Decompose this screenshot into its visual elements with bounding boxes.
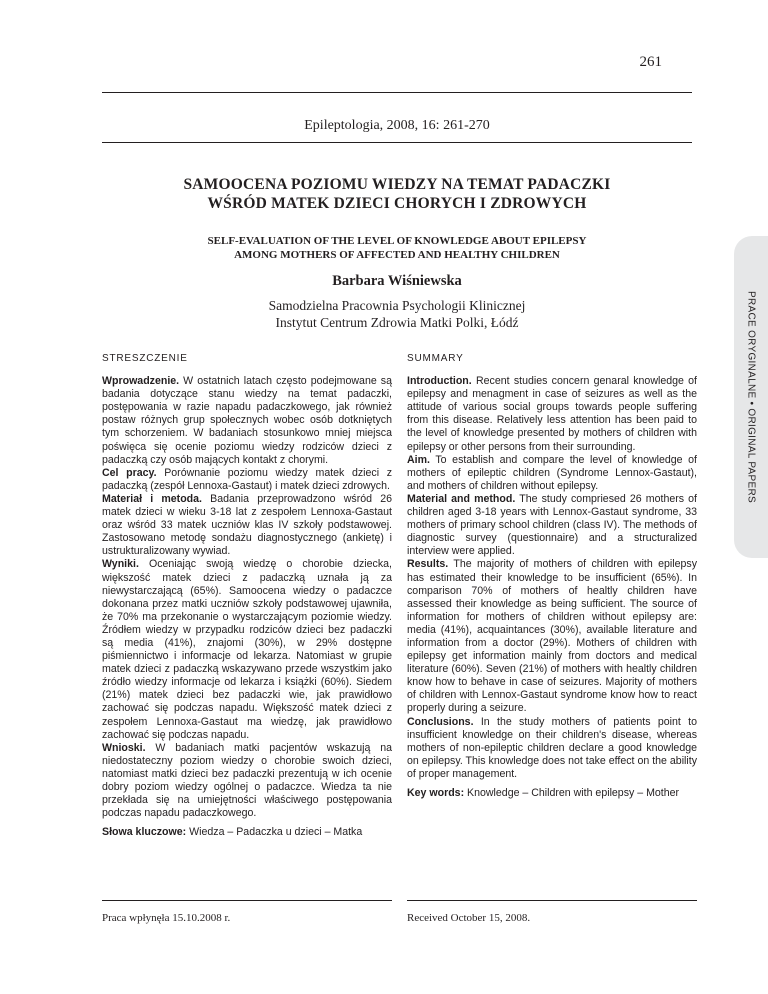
summary-conclusions xyxy=(407,716,697,781)
keywords-label: Słowa kluczowe: xyxy=(102,826,187,839)
method-label: Material and method. xyxy=(407,492,516,505)
summary-heading: SUMMARY xyxy=(407,353,464,364)
intro-label: Wprowadzenie. xyxy=(102,375,180,388)
conclusions-label: Conclusions. xyxy=(407,715,474,728)
method-text: The study compriesed 26 mothers of children aged 3-18 years with Lennox-Gastaut syndrome, 33 mothers of primary school children (class IV). The methods of diagnostic survey (questionnaire) and a structuralized interview were applied. xyxy=(407,492,697,558)
streszczenie-heading: STRESZCZENIE xyxy=(102,353,188,364)
results-text: Oceniając swoją wiedzę o chorobie dziecka, większość matek dzieci z padaczką uznała ją za niewystarczającą (65%). Samoocena wiedzy o padaczce dokonana przez matki uczniów szkoły podstawowej ujawniła, że 70% ma przekonanie o wystarczającym poziomie wiedzy. Źródłem wiedzy w przypadku rodziców dzieci bez padaczki są media (41%), znajomi (30%), w 29% dostępne piśmiennictwo i informacje od lekarza. Natomiast w grupie matek dzieci z padaczką wskazywano przede wszystkim jako źródło wiedzy informacje od lekarza i książki (60%). Siedem (21%) matek dzieci bez padaczki wie, jak prawidłowo zachować się podczas napadu. Większość matek dzieci z zespołem Lennoxa-Gastaut ma wiedzę, jak prawidłowo zachować się podczas napadu. xyxy=(102,558,392,741)
affiliation-line-2: Instytut Centrum Zdrowia Matki Polki, Łódź xyxy=(275,315,519,330)
streszczenie-method xyxy=(102,493,392,558)
title-line-2: WŚRÓD MATEK DZIECI CHORYCH I ZDROWYCH xyxy=(207,195,587,212)
header-rule xyxy=(102,142,692,143)
method-text: Badania przeprowadzono wśród 26 matek dzieci w wieku 3-18 lat z zespołem Lennoxa-Gastaut oraz wśród 33 matek uczniów klas IV szkoły podstawowej. Zastosowano metodę sondażu diagnostycznego (ankietę) i ustrukturalizowany wywiad. xyxy=(102,492,392,558)
results-label: Wyniki. xyxy=(102,558,139,571)
article-subtitle xyxy=(102,234,692,262)
conclusions-text: In the study mothers of patients point to insufficient knowledge on their children's disease, whereas mothers of non-epileptic children declare a good knowledge on epilepsy. This knowledge does not take effect on the ability of proper management. xyxy=(407,715,697,780)
conclusions-text: W badaniach matki pacjentów wskazują na niedostateczny poziom wiedzy o chorobie swoich dzieci, natomiast matki dzieci bez padaczki prezentują w ich ocenie dobry poziom wiedzy ogólnej o padaczce. Wiedza ta nie przekłada się na umiejętności właściwego postępowania podczas napadu padaczkowego. xyxy=(102,741,392,820)
received-date-pl: Praca wpłynęła 15.10.2008 r. xyxy=(102,912,231,924)
streszczenie-column xyxy=(102,352,392,839)
aim-text: Porównanie poziomu wiedzy matek dzieci z padaczką (zespół Lennoxa-Gastaut) i matek dzieci zdrowych. xyxy=(102,466,393,492)
page-number: 261 xyxy=(639,54,662,70)
author-name: Barbara Wiśniewska xyxy=(332,273,462,289)
received-date-en: Received October 15, 2008. xyxy=(407,912,531,924)
summary-results xyxy=(407,558,697,715)
streszczenie-conclusions xyxy=(102,742,392,821)
side-tab-label: PRACE ORYGINALNE • ORIGINAL PAPERS xyxy=(745,291,757,503)
top-rule xyxy=(102,92,692,93)
summary-keywords xyxy=(407,787,697,800)
intro-text: W ostatnich latach często podejmowane są badania dotyczące stanu wiedzy na temat padaczki, postępowania w razie napadu padaczkowego, jak również postaw różnych grup społecznych wobec osób dotkniętych tym schorzeniem. W badaniach stosunkowo mniej miejsca poświęca się ocenie poziomu wiedzy rodziców dzieci z padaczką czy osób mających kontakt z chorymi. xyxy=(102,375,392,466)
intro-label: Introduction. xyxy=(407,375,472,388)
results-text: The majority of mothers of children with epilepsy has estimated their knowledge to be insufficient (65%). In comparison 70% of mothers of healtly children have assessed their knowledge as being sufficient. The source of information for mothers of children without epilepsy are: media (41%), acquaintances (30%), available literature and information from a doctor (29%). Mothers of children with epilepsy get information mainly from doctors and medical literature (60%). Seven (21%) of mothers with healtly children know how to behave in case of seizures. Majority of mothers of children with Lennox-Gastaut syndrome know how to react properly during a seizure. xyxy=(407,558,697,715)
title-line-1: SAMOOCENA POZIOMU WIEDZY NA TEMAT PADACZKI xyxy=(183,176,611,193)
article-title xyxy=(102,175,692,213)
summary-column xyxy=(407,352,697,800)
aim-label: Aim. xyxy=(407,453,430,466)
intro-text: Recent studies concern genaral knowledge of epilepsy and menagment in case of seizures as well as the attitude of various social groups towards people suffering from this disease. Relatively less attention has been paid to the level of knowledge presented by mothers of children with epilepsy or other persons from their surrounding. xyxy=(407,375,697,453)
aim-text: To establish and compare the level of knowledge of mothers of epileptic children (Syndrome Lennox-Gastaut), and mothers of children without epilepsy. xyxy=(407,453,697,492)
summary-intro xyxy=(407,375,697,454)
streszczenie-results xyxy=(102,558,392,741)
subtitle-line-1: SELF-EVALUATION OF THE LEVEL OF KNOWLEDGE ABOUT EPILEPSY xyxy=(207,235,587,247)
method-label: Materiał i metoda. xyxy=(102,492,202,505)
keywords-label: Key words: xyxy=(407,787,465,799)
summary-aim xyxy=(407,454,697,493)
streszczenie-aim xyxy=(102,467,392,493)
footer-rule-right xyxy=(407,900,697,901)
keywords-text: Wiedza – Padaczka u dzieci – Matka xyxy=(186,826,363,839)
conclusions-label: Wnioski. xyxy=(102,741,146,754)
subtitle-line-2: AMONG MOTHERS OF AFFECTED AND HEALTHY CHILDREN xyxy=(234,249,560,261)
results-label: Results. xyxy=(407,558,449,571)
keywords-text: Knowledge – Children with epilepsy – Mother xyxy=(464,787,680,799)
streszczenie-keywords xyxy=(102,826,392,839)
footer-rule-left xyxy=(102,900,392,901)
summary-method xyxy=(407,493,697,558)
journal-reference: Epileptologia, 2008, 16: 261-270 xyxy=(304,118,490,133)
streszczenie-intro xyxy=(102,375,392,467)
aim-label: Cel pracy. xyxy=(102,466,157,479)
affiliation xyxy=(102,297,692,331)
affiliation-line-1: Samodzielna Pracownia Psychologii Klinicznej xyxy=(268,298,526,313)
